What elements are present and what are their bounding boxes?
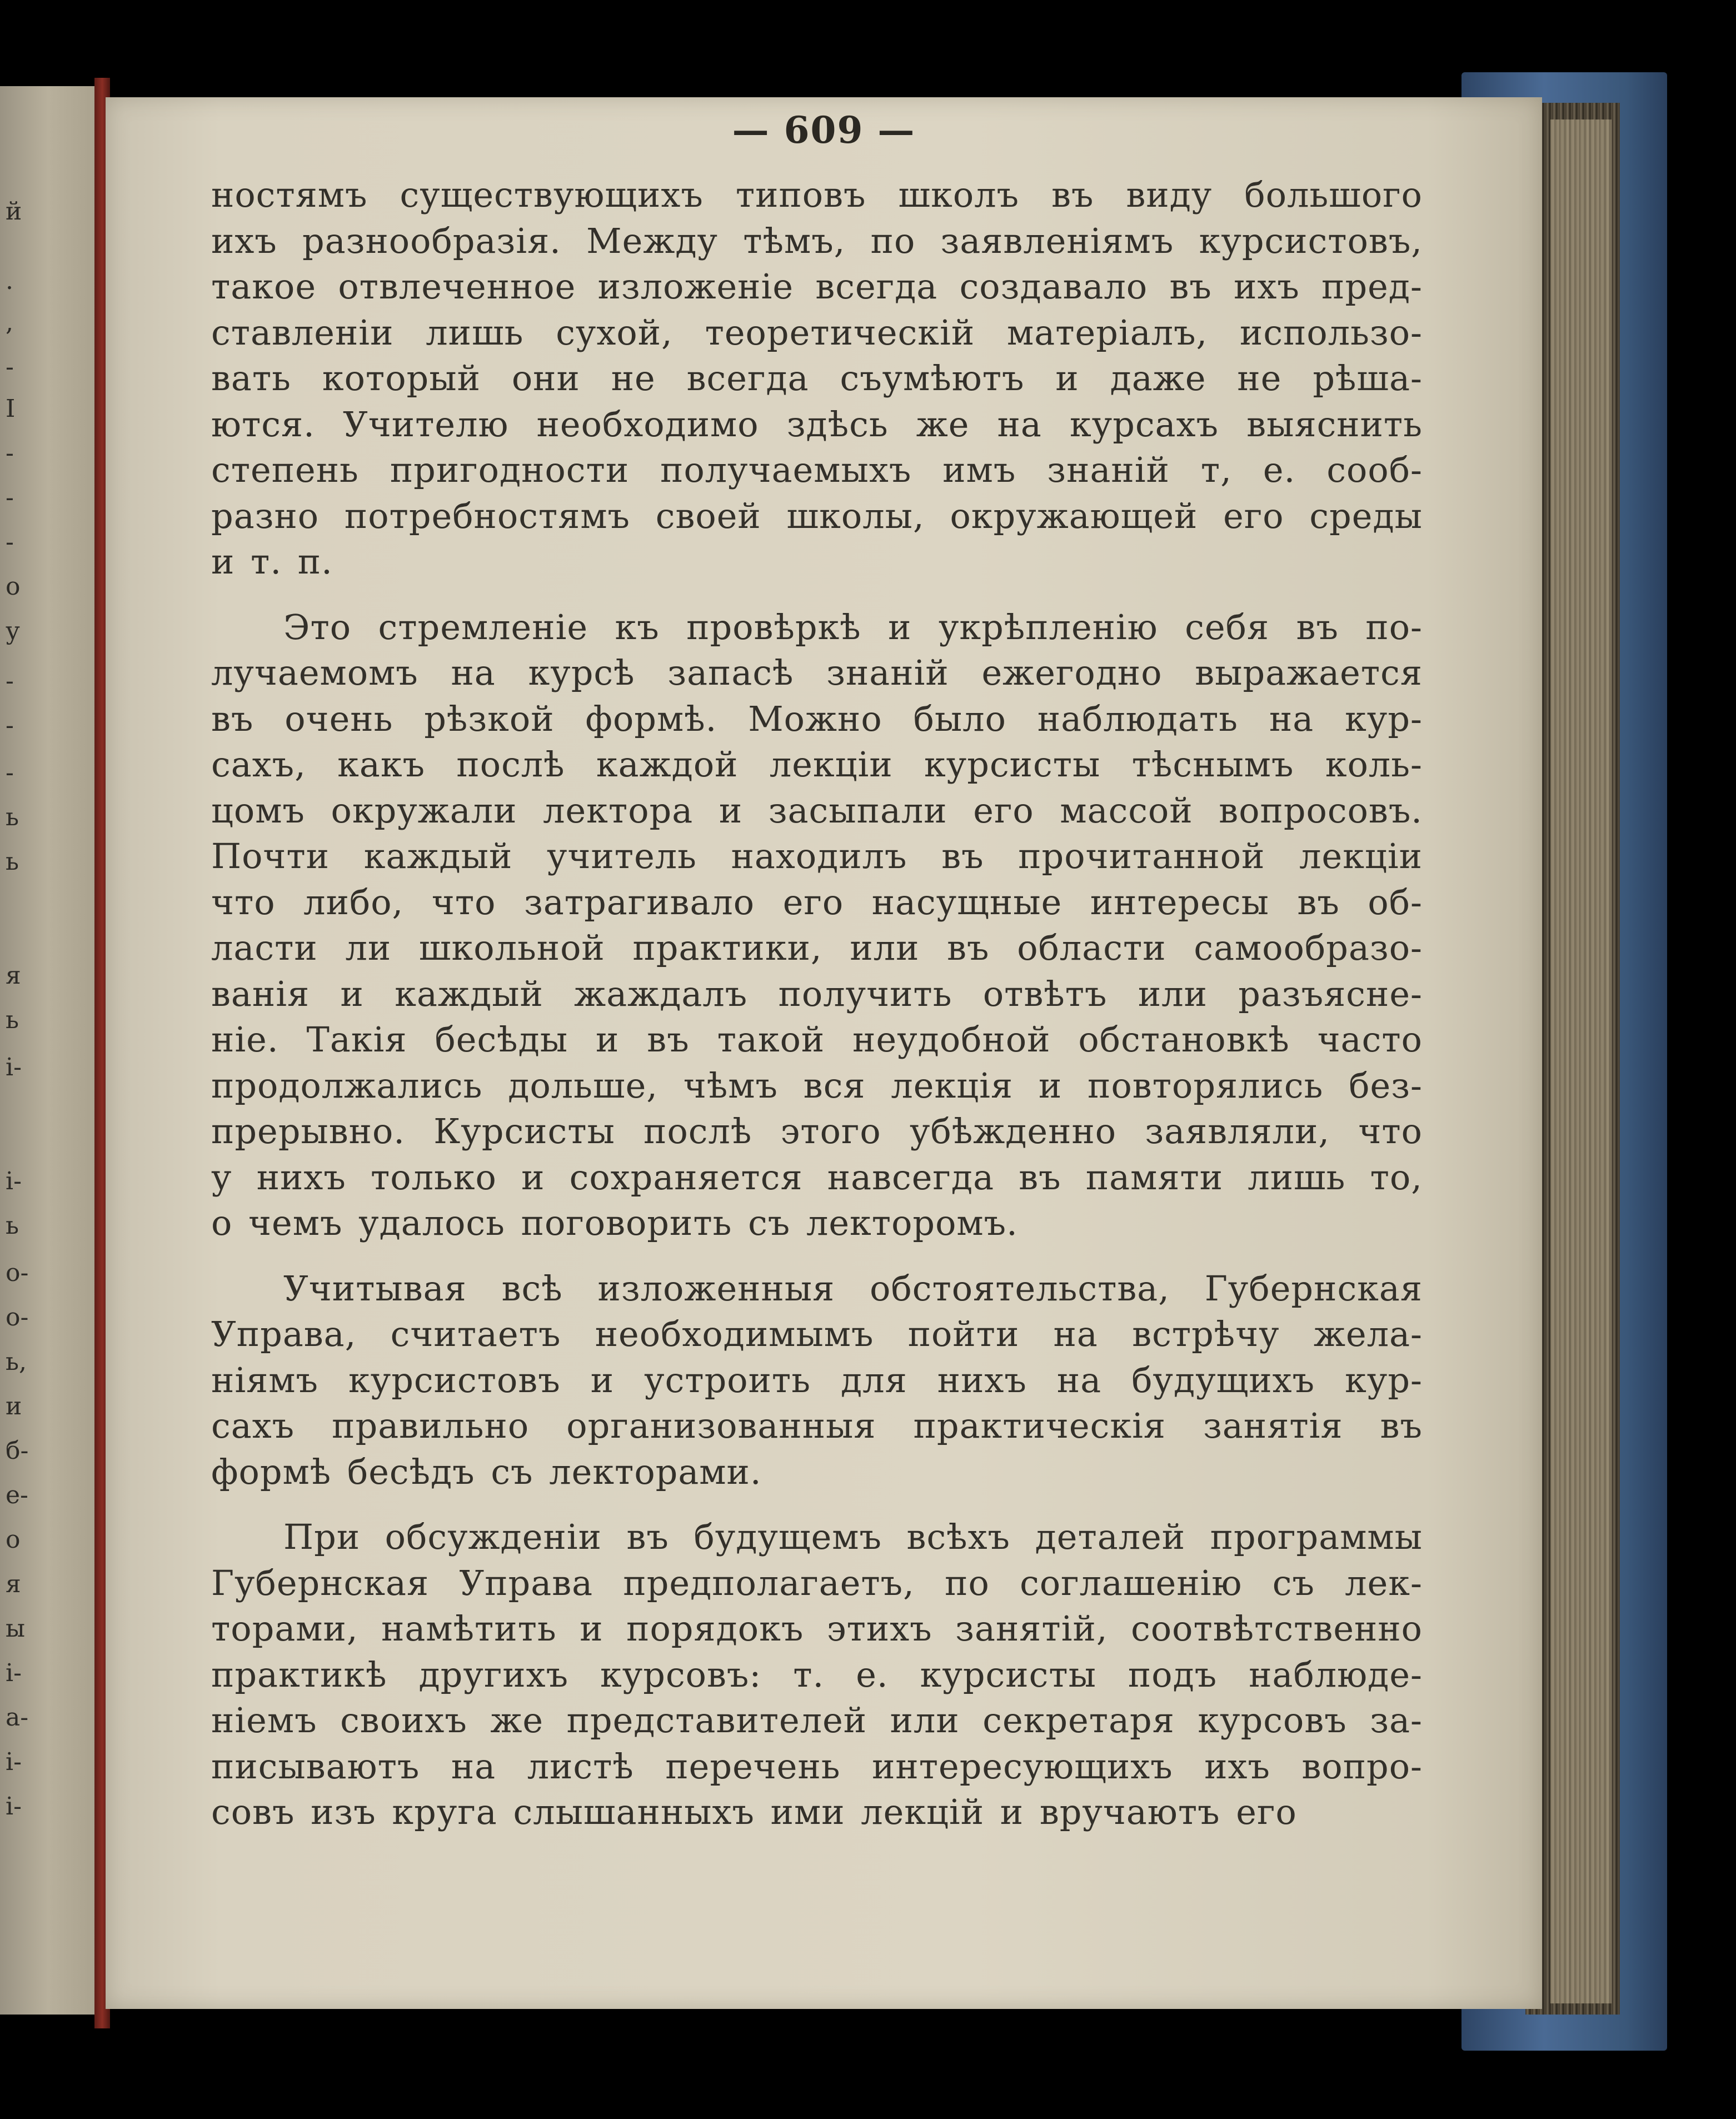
text-line: разно потребностямъ своей школы, окружающей его среды	[211, 495, 1423, 536]
text-line: формѣ бесѣдъ съ лекторами.	[211, 1451, 762, 1492]
text-line: ласти ли школьной практики, или въ области самообразо-	[211, 928, 1423, 968]
previous-page-char: у	[6, 617, 20, 645]
text-line: вать который они не всегда съумѣютъ и даже не рѣша-	[211, 358, 1423, 398]
page-block-edges-inner	[1550, 119, 1612, 2003]
previous-page-char: i-	[6, 1748, 22, 1776]
text-line: практикѣ другихъ курсовъ: т. е. курсисты подъ наблюде-	[211, 1654, 1423, 1695]
text-line: и т. п.	[211, 541, 333, 582]
previous-page-char: б-	[6, 1437, 29, 1465]
text-line: Почти каждый учитель находилъ въ прочитанной лекціи	[211, 836, 1423, 876]
previous-page-char: i-	[6, 1659, 22, 1687]
previous-page-char: й	[6, 197, 22, 226]
text-line: ванія и каждый жаждалъ получить отвѣтъ или разъясне-	[211, 973, 1423, 1014]
previous-page-char: ы	[6, 1614, 26, 1643]
previous-page-char: ,	[6, 308, 13, 337]
previous-page-char: I	[6, 395, 16, 423]
text-line: степень пригодности получаемыхъ имъ знаній т, е. сооб-	[211, 450, 1423, 490]
text-line: у нихъ только и сохраняется навсегда въ памяти лишь то,	[211, 1156, 1423, 1198]
previous-page-char: -	[6, 483, 14, 512]
previous-page-char: а-	[6, 1703, 29, 1732]
previous-page-char: я	[6, 961, 21, 990]
text-line: сахъ правильно организованныя практическія занятія въ	[211, 1405, 1423, 1446]
previous-page-char: о	[6, 572, 21, 601]
text-line: такое отвлеченное изложеніе всегда создавало въ ихъ пред-	[211, 266, 1423, 307]
previous-page-char: о-	[6, 1303, 29, 1332]
text-line: При обсужденіи въ будущемъ всѣхъ деталей программы	[283, 1517, 1423, 1557]
previous-page-char: -	[6, 759, 14, 787]
previous-page-edge	[0, 86, 107, 2015]
paragraph	[211, 1266, 1423, 1495]
previous-page-char: ь	[6, 1006, 19, 1034]
previous-page-char: -	[6, 667, 14, 695]
text-line: что либо, что затрагивало его насущные интересы въ об-	[211, 881, 1423, 923]
previous-page-char: о	[6, 1525, 21, 1554]
page-number: — 609 —	[732, 108, 916, 152]
text-line: Губернская Управа предполагаетъ, по соглашенію съ лек-	[211, 1562, 1423, 1603]
previous-page-char: i-	[6, 1792, 22, 1821]
text-line: въ очень рѣзкой формѣ. Можно было наблюдать на кур-	[211, 698, 1423, 739]
text-line: сахъ, какъ послѣ каждой лекціи курсисты тѣснымъ коль-	[211, 744, 1423, 785]
text-line: цомъ окружали лектора и засыпали его массой вопросовъ.	[211, 790, 1423, 831]
previous-page-char: i-	[6, 1053, 22, 1081]
paragraph	[211, 1514, 1423, 1836]
previous-page-char: ь	[6, 803, 19, 831]
previous-page-char: ь,	[6, 1348, 27, 1376]
previous-page-char: -	[6, 353, 14, 381]
previous-page-char: я	[6, 1570, 21, 1598]
text-line: прерывно. Курсисты послѣ этого убѣжденно заявляли, что	[211, 1111, 1423, 1151]
text-line: ніямъ курсистовъ и устроить для нихъ на будущихъ кур-	[211, 1359, 1423, 1400]
previous-page-char: .	[6, 267, 13, 295]
previous-page-char: е-	[6, 1481, 28, 1509]
text-line: совъ изъ круга слышанныхъ ими лекцій и вручаютъ его	[211, 1792, 1297, 1832]
paragraph	[211, 605, 1423, 1247]
paragraph	[211, 172, 1423, 585]
previous-page-line-ends	[0, 86, 44, 2015]
previous-page-char: -	[6, 711, 14, 740]
previous-page-char: -	[6, 528, 14, 556]
previous-page-char: о-	[6, 1259, 29, 1287]
text-line: Учитывая всѣ изложенныя обстоятельства, Губернская	[283, 1268, 1423, 1309]
previous-page-char: ь	[6, 1211, 19, 1240]
page-text	[211, 172, 1423, 1855]
text-line: Это стремленіе къ провѣркѣ и укрѣпленію себя въ по-	[283, 606, 1423, 647]
text-line: ніе. Такія бесѣды и въ такой неудобной обстановкѣ часто	[211, 1019, 1423, 1060]
text-line: ніемъ своихъ же представителей или секретаря курсовъ за-	[211, 1700, 1423, 1741]
text-line: о чемъ удалось поговорить съ лекторомъ.	[211, 1203, 1018, 1243]
text-line: ихъ разнообразія. Между тѣмъ, по заявленіямъ курсистовъ,	[211, 220, 1423, 261]
previous-page-char: i-	[6, 1167, 22, 1195]
previous-page-char: ь	[6, 847, 19, 876]
text-line: писываютъ на листѣ перечень интересующихъ ихъ вопро-	[211, 1746, 1423, 1787]
previous-page-char: -	[6, 439, 14, 467]
text-line: продолжались дольше, чѣмъ вся лекція и повторялись без-	[211, 1065, 1423, 1106]
book-page	[106, 97, 1542, 2009]
previous-page-char: и	[6, 1392, 22, 1420]
text-line: Управа, считаетъ необходимымъ пойти на встрѣчу жела-	[211, 1314, 1423, 1354]
text-line: лучаемомъ на курсѣ запасѣ знаній ежегодно выражается	[211, 652, 1423, 693]
text-line: торами, намѣтить и порядокъ этихъ занятій, соотвѣтственно	[211, 1608, 1423, 1649]
text-line: ставленіи лишь сухой, теоретическій матеріалъ, использо-	[211, 312, 1423, 353]
text-line: ются. Учителю необходимо здѣсь же на курсахъ выяснить	[211, 403, 1423, 445]
text-line: ностямъ существующихъ типовъ школъ въ виду большого	[211, 174, 1423, 215]
